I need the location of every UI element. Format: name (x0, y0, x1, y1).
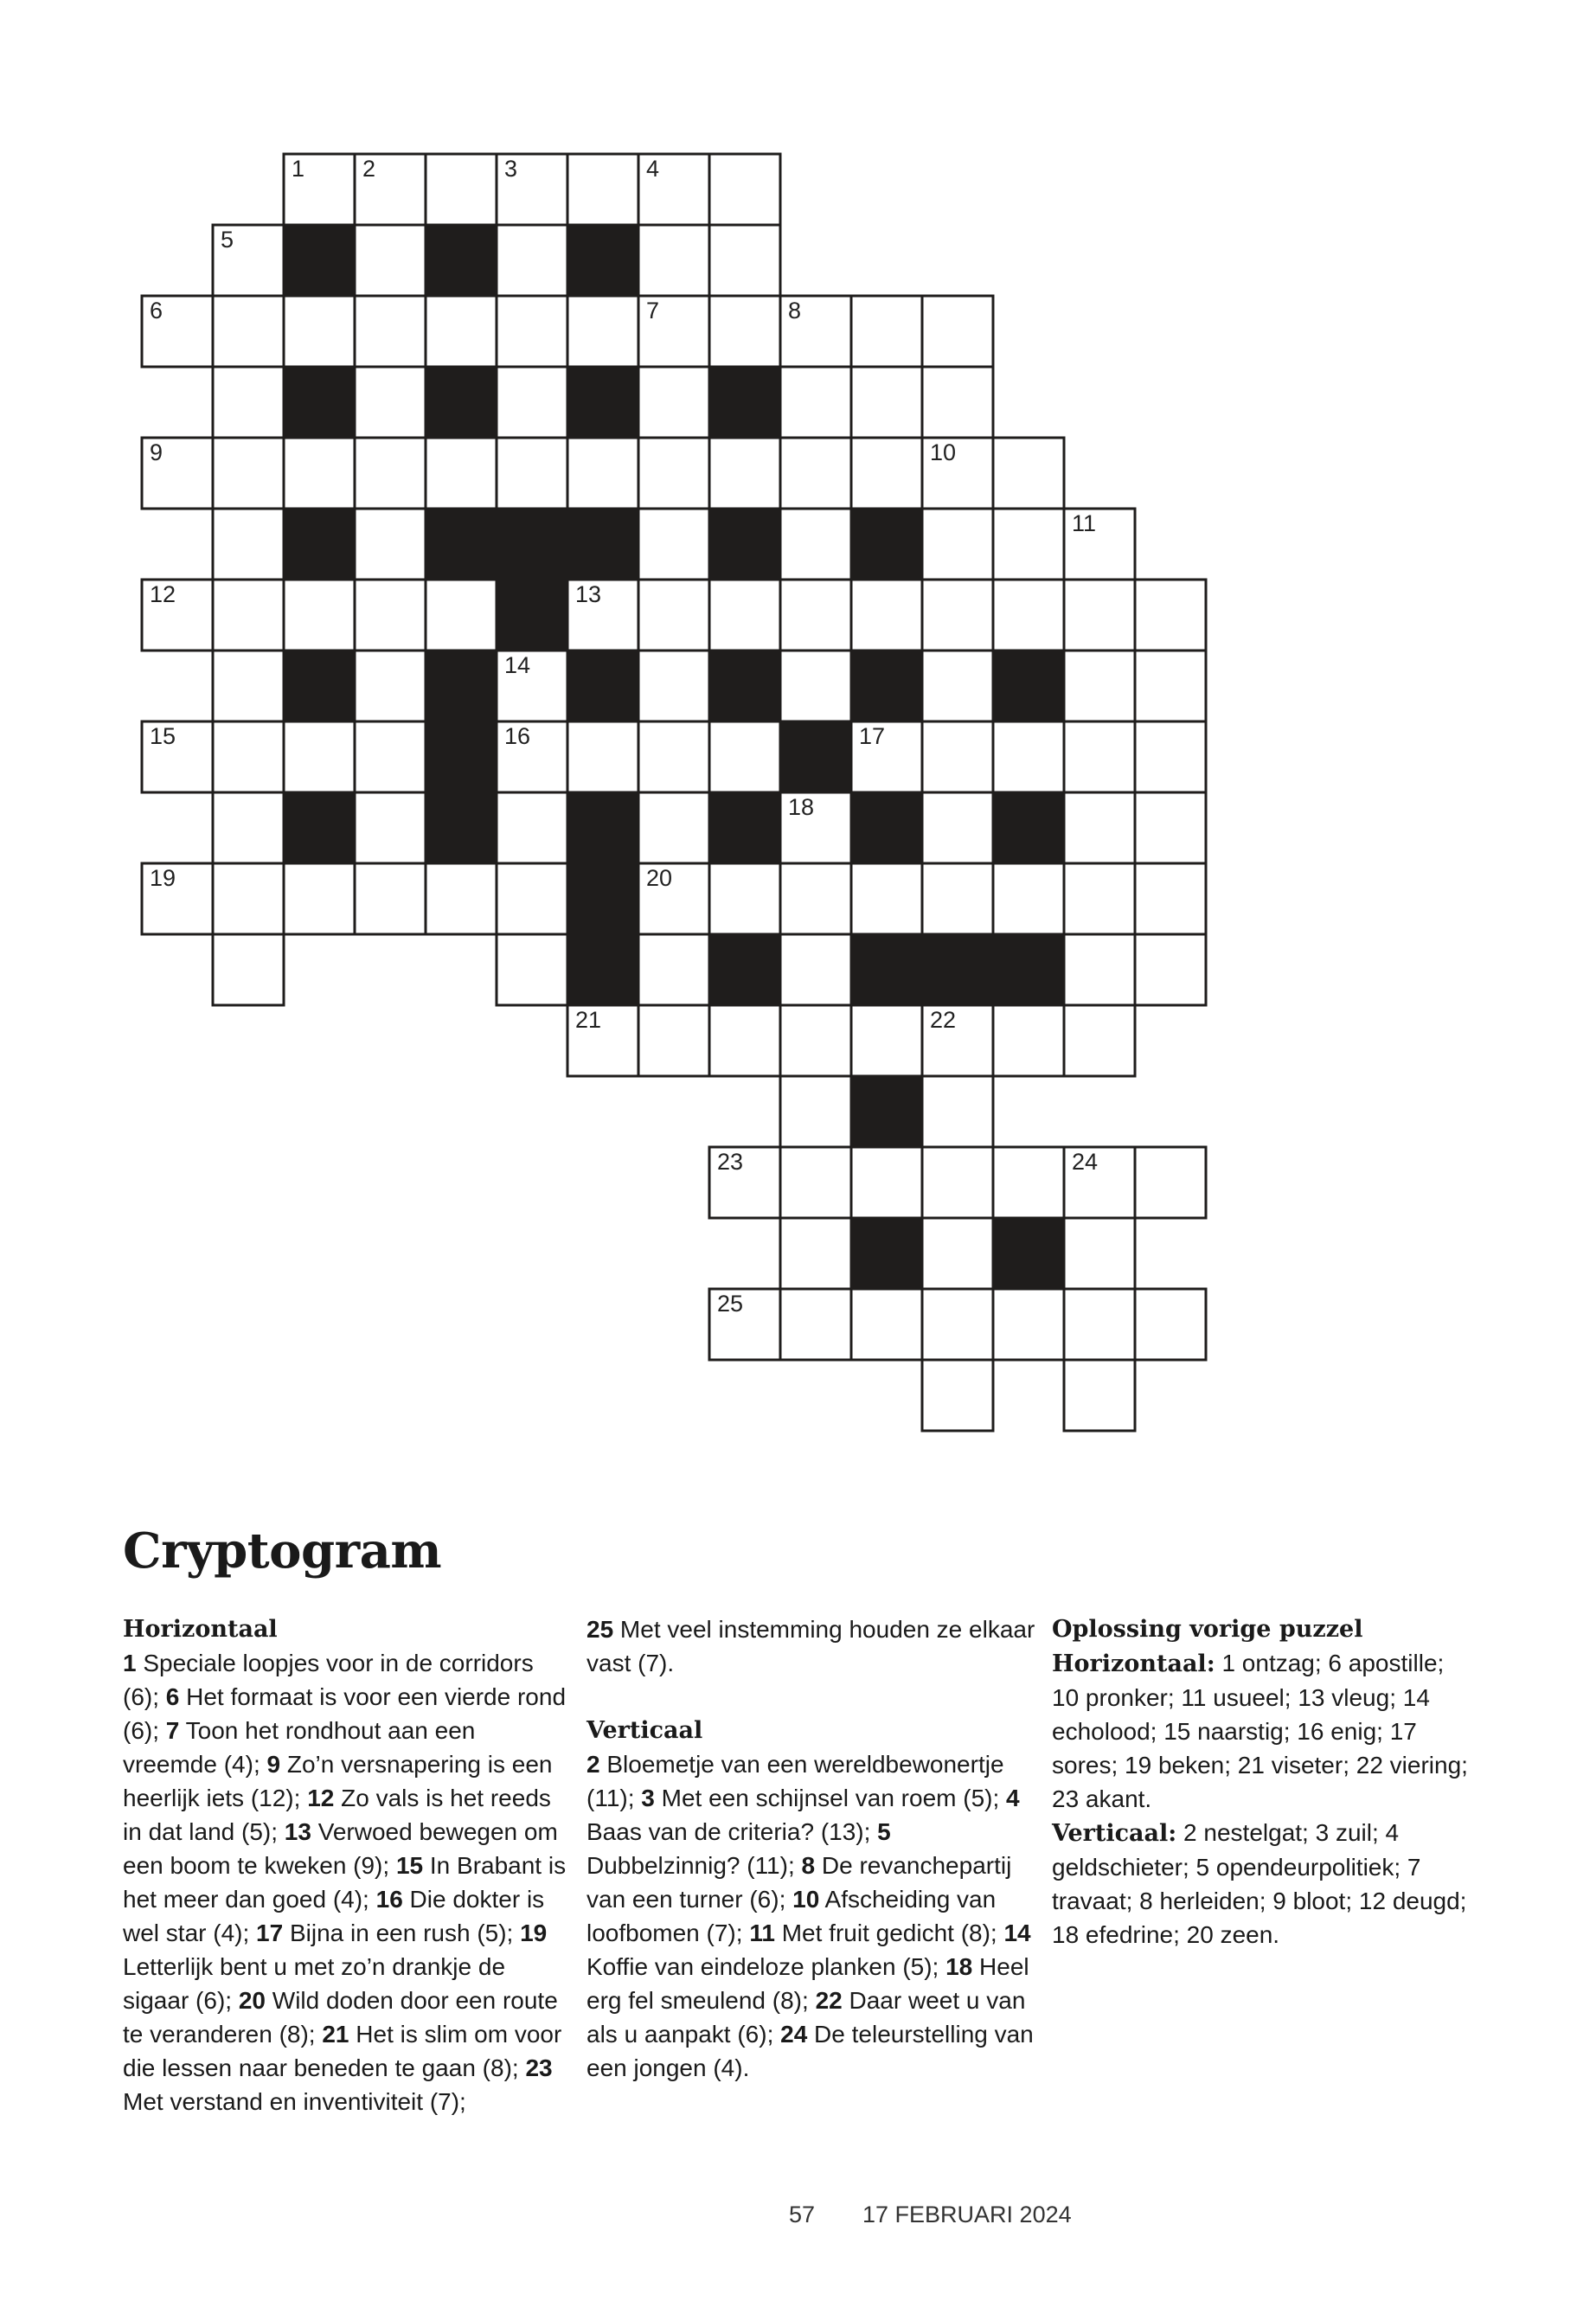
across-clue-text: In Brabant is het meer dan goed (4); (123, 1852, 567, 1913)
grid-cell-border (851, 509, 922, 580)
grid-cell-border (851, 1076, 922, 1147)
grid-cell-border (922, 792, 993, 863)
grid-cell-border (284, 792, 355, 863)
grid-cell-border (638, 934, 709, 1005)
grid-cell-border (993, 721, 1064, 792)
grid-cell-border (638, 154, 709, 225)
grid-cell-border (426, 225, 497, 296)
grid-cell-border (1135, 651, 1206, 721)
down-clue-number: 14 (1003, 1920, 1031, 1946)
grid-cell-border (638, 1005, 709, 1076)
grid-cell-border (709, 651, 780, 721)
down-clue-text: Afscheiding van loofbomen (7); (586, 1886, 997, 1946)
across-clue-number: 1 (123, 1650, 137, 1676)
clue-number-label: 22 (930, 1007, 957, 1033)
grid-cell-border (851, 934, 922, 1005)
down-clue-text: De teleurstelling van een jongen (4). (586, 2021, 1034, 2081)
grid-cell-border (851, 1147, 922, 1218)
grid-cell-border (638, 580, 709, 651)
clue-number-label: 8 (788, 298, 802, 324)
page-number: 57 (789, 2202, 816, 2227)
grid-cell-border (284, 438, 355, 509)
grid-cell-border (497, 367, 567, 438)
down-clue-number: 18 (945, 1953, 973, 1980)
grid-cell-border (993, 580, 1064, 651)
grid-cell-border (355, 367, 426, 438)
down-clue-number: 2 (586, 1751, 600, 1778)
grid-cell-border (709, 509, 780, 580)
across-clue-text: Het formaat is voor een vierde rond (6); (123, 1683, 567, 1744)
grid-cell-border (1064, 792, 1135, 863)
grid-cell-border (426, 296, 497, 367)
solution-across-label: Horizontaal: (1052, 1650, 1215, 1677)
grid-cell-border (1064, 1005, 1135, 1076)
grid-cell-border (922, 367, 993, 438)
grid-cell-border (1064, 934, 1135, 1005)
grid-cell-border (638, 651, 709, 721)
grid-cell-border (638, 509, 709, 580)
clue-number-label: 19 (150, 865, 176, 891)
grid-cell-border (851, 296, 922, 367)
across-clue-text: Zo vals is het reeds in dat land (5); (123, 1785, 551, 1845)
down-clue-text: De revanchepartij van een turner (6); (586, 1852, 1012, 1913)
grid-cell-border (780, 509, 851, 580)
grid-cell-border (1135, 934, 1206, 1005)
grid-cell-border (213, 863, 284, 934)
grid-cell-border (567, 296, 638, 367)
grid-cell-border (638, 296, 709, 367)
clue-number-label: 13 (575, 581, 602, 607)
across-clue-text: Die dokter is wel star (4); (123, 1886, 545, 1946)
grid-cell-border (567, 580, 638, 651)
across-clue-text: Met veel instemming houden ze elkaar vast (7). (586, 1616, 1035, 1676)
grid-cell-border (780, 792, 851, 863)
grid-cell-border (213, 651, 284, 721)
grid-cell-border (851, 580, 922, 651)
across-clue-number: 13 (284, 1818, 311, 1845)
grid-cell-border (638, 438, 709, 509)
grid-cell-border (213, 438, 284, 509)
grid-cell-border (426, 721, 497, 792)
grid-cell-border (780, 367, 851, 438)
grid-cell-border (497, 863, 567, 934)
grid-cell-border (922, 438, 993, 509)
across-clue-text: Wild doden door een route te veranderen (8); (123, 1987, 558, 2048)
clue-number-label: 9 (150, 439, 163, 465)
grid-cell-border (142, 296, 213, 367)
grid-cell-border (355, 509, 426, 580)
grid-cell-border (497, 580, 567, 651)
grid-cell-border (567, 225, 638, 296)
clue-number-label: 25 (717, 1291, 744, 1317)
grid-cell-border (497, 438, 567, 509)
grid-cell-border (497, 154, 567, 225)
grid-cell-border (1064, 721, 1135, 792)
grid-cell-border (355, 580, 426, 651)
down-clues (586, 1747, 1036, 2085)
grid-cell-border (922, 651, 993, 721)
down-clue-text: Met fruit gedicht (8); (774, 1920, 1004, 1946)
clue-number-label: 14 (504, 652, 531, 678)
grid-cell-border (638, 792, 709, 863)
down-clue-text: Bloemetje van een wereldbewonertje (11); (586, 1751, 1004, 1811)
grid-cell-border (497, 792, 567, 863)
grid-cell-border (993, 509, 1064, 580)
grid-cell-border (780, 1076, 851, 1147)
grid-cell-border (213, 367, 284, 438)
grid-cell-border (638, 721, 709, 792)
grid-cell-border (426, 580, 497, 651)
grid-cell-border (922, 509, 993, 580)
grid-cell-border (355, 438, 426, 509)
grid-cell-border (213, 296, 284, 367)
grid-cell-border (355, 721, 426, 792)
grid-cell-border (497, 509, 567, 580)
grid-cell-border (922, 1005, 993, 1076)
clues-column-2 (586, 1612, 1036, 2085)
clue-number-label: 10 (930, 439, 957, 465)
grid-cell-border (1135, 1289, 1206, 1360)
across-clue-number: 25 (586, 1616, 614, 1643)
clue-number-label: 24 (1072, 1149, 1099, 1175)
grid-cell-border (922, 1360, 993, 1431)
grid-cell-border (851, 651, 922, 721)
grid-cell-border (780, 863, 851, 934)
clue-number-label: 11 (1072, 510, 1097, 536)
clue-number-label: 15 (150, 723, 176, 749)
across-clue-text: Verwoed bewegen om een boom te kweken (9); (123, 1818, 558, 1879)
across-clue-text: Letterlijk bent u met zo’n drankje de sigaar (6); (123, 1953, 506, 2014)
grid-cell-border (284, 296, 355, 367)
grid-cell-border (213, 934, 284, 1005)
grid-cell-border (709, 792, 780, 863)
grid-cell-border (567, 1005, 638, 1076)
grid-cell-border (993, 1005, 1064, 1076)
clue-number-label: 20 (646, 865, 673, 891)
grid-cell-border (426, 792, 497, 863)
across-clue-text: Speciale loopjes voor in de corridors (6); (123, 1650, 534, 1710)
grid-cell-border (922, 1289, 993, 1360)
grid-cell-border (426, 367, 497, 438)
grid-cell-border (213, 792, 284, 863)
grid-cell-border (922, 1076, 993, 1147)
grid-cell-border (1064, 509, 1135, 580)
solution-down-text: 2 nestelgat; 3 zuil; 4 geldschieter; 5 opendeurpolitiek; 7 travaat; 8 herleiden; 9 bloot; 12 deugd; 18 efedrine; 20 zeen. (1052, 1819, 1467, 1948)
across-clue-text: Met verstand en inventiviteit (7); (123, 2088, 466, 2115)
down-clue-number: 24 (780, 2021, 808, 2048)
across-clue-number: 19 (520, 1920, 548, 1946)
grid-cell-border (284, 154, 355, 225)
across-clue-number: 15 (395, 1852, 424, 1879)
grid-cell-border (851, 438, 922, 509)
grid-cell-border (709, 154, 780, 225)
grid-cell-border (709, 863, 780, 934)
clue-number-label: 12 (150, 581, 176, 607)
grid-cell-border (1135, 863, 1206, 934)
clue-number-label: 17 (859, 723, 886, 749)
clue-number-label: 4 (646, 156, 660, 182)
clue-number-label: 21 (575, 1007, 602, 1033)
solution-down-label: Verticaal: (1052, 1820, 1177, 1847)
grid-cell-border (567, 438, 638, 509)
grid-cell-border (426, 863, 497, 934)
grid-cell-border (709, 225, 780, 296)
grid-cell-border (567, 367, 638, 438)
grid-cell-border (213, 225, 284, 296)
clue-number-label: 16 (504, 723, 531, 749)
grid-cell-border (213, 580, 284, 651)
grid-cell-border (922, 1147, 993, 1218)
grid-cell-border (922, 721, 993, 792)
grid-cell-border (638, 367, 709, 438)
grid-cell-border (142, 580, 213, 651)
grid-cell-border (993, 792, 1064, 863)
grid-cell-border (851, 1005, 922, 1076)
grid-cell-border (284, 580, 355, 651)
grid-cell-border (993, 438, 1064, 509)
down-clue-number: 5 (877, 1818, 891, 1845)
grid-cell-border (355, 863, 426, 934)
down-clue-number: 4 (1006, 1785, 1020, 1811)
across-clues (123, 1646, 573, 2118)
grid-cell-border (709, 1289, 780, 1360)
grid-cell-border (142, 438, 213, 509)
grid-cell-border (284, 225, 355, 296)
grid-cell-border (709, 296, 780, 367)
grid-cell-border (1064, 651, 1135, 721)
across-clue-number: 9 (266, 1751, 281, 1778)
grid-cell-border (1064, 1289, 1135, 1360)
across-clue-number: 12 (307, 1785, 335, 1811)
grid-cell-border (709, 580, 780, 651)
grid-cell-border (426, 651, 497, 721)
grid-cell-border (993, 1289, 1064, 1360)
across-heading: Horizontaal (123, 1616, 278, 1643)
grid-cell-border (780, 580, 851, 651)
grid-cell-border (922, 580, 993, 651)
grid-cell-border (851, 1218, 922, 1289)
grid-cell-border (780, 296, 851, 367)
grid-cell-border (142, 721, 213, 792)
grid-cell-border (922, 1218, 993, 1289)
solution-across-text: 1 ontzag; 6 apostille; 10 pronker; 11 usueel; 13 vleug; 14 echolood; 15 naarstig; 16 enig; 17 sores; 19 beken; 21 viseter; 22 viering; 23 akant. (1052, 1650, 1468, 1812)
grid-cell-border (780, 438, 851, 509)
clue-number-label: 2 (362, 156, 376, 182)
grid-cell-border (851, 1289, 922, 1360)
across-clue-text: Het is slim om voor die lessen naar beneden te gaan (8); (123, 2021, 562, 2081)
across-clue-number: 20 (238, 1987, 266, 2014)
down-clue-text: Heel erg fel smeulend (8); (586, 1953, 1029, 2014)
grid-cell-border (142, 863, 213, 934)
grid-cell-border (709, 721, 780, 792)
grid-cell-border (851, 721, 922, 792)
clue-number-label: 6 (150, 298, 163, 324)
grid-cell-border (922, 296, 993, 367)
grid-cell-border (851, 792, 922, 863)
grid-cell-border (780, 721, 851, 792)
across-clue-number: 6 (165, 1683, 180, 1710)
grid-cell-border (638, 225, 709, 296)
clue-number-label: 1 (292, 156, 305, 182)
across-clue-number: 17 (256, 1920, 284, 1946)
across-clue-text: Zo’n versnapering is een heerlijk iets (12); (123, 1751, 553, 1811)
grid-cell-border (1064, 863, 1135, 934)
down-clue-number: 3 (641, 1785, 655, 1811)
page-title: Cryptogram (123, 1522, 442, 1580)
grid-cell-border (780, 934, 851, 1005)
grid-cell-border (993, 863, 1064, 934)
grid-cell-border (1135, 580, 1206, 651)
grid-cell-border (284, 651, 355, 721)
grid-cell-border (851, 367, 922, 438)
grid-cell-border (567, 154, 638, 225)
down-clue-text: Koffie van eindeloze planken (5); (586, 1953, 946, 1980)
issue-date: 17 FEBRUARI 2024 (862, 2202, 1072, 2227)
grid-cell-border (1135, 1147, 1206, 1218)
grid-cell-border (497, 721, 567, 792)
grid-cell-border (780, 651, 851, 721)
clue-number-label: 5 (221, 227, 234, 253)
down-clue-number: 10 (792, 1886, 820, 1913)
grid-cell-border (426, 509, 497, 580)
grid-cell-border (1135, 792, 1206, 863)
grid-cell-border (284, 509, 355, 580)
grid-cell-border (993, 934, 1064, 1005)
grid-cell-border (1064, 580, 1135, 651)
clue-number-label: 23 (717, 1149, 744, 1175)
grid-cell-border (497, 651, 567, 721)
grid-cell-border (709, 438, 780, 509)
across-clue-text: Bijna in een rush (5); (283, 1920, 521, 1946)
down-heading: Verticaal (586, 1717, 703, 1744)
grid-cell-border (497, 225, 567, 296)
solution-across (1052, 1646, 1476, 1816)
grid-cell-border (780, 1147, 851, 1218)
down-clue-text: Met een schijnsel van roem (5); (654, 1785, 1007, 1811)
grid-cell-border (567, 651, 638, 721)
grid-cell-border (497, 934, 567, 1005)
grid-cell-border (922, 934, 993, 1005)
grid-cell-border (213, 721, 284, 792)
grid-cell-border (284, 863, 355, 934)
grid-cell-border (851, 863, 922, 934)
grid-cell-border (993, 1218, 1064, 1289)
across-clue-number: 7 (165, 1717, 180, 1744)
grid-cell-border (426, 154, 497, 225)
down-clue-number: 8 (801, 1852, 816, 1879)
grid-cell-border (1064, 1360, 1135, 1431)
clues-column-1 (123, 1612, 573, 2118)
grid-cell-border (709, 1147, 780, 1218)
down-clue-text: Baas van de criteria? (13); (586, 1818, 878, 1845)
grid-cell-border (355, 296, 426, 367)
across-clues-continued (586, 1612, 1036, 1680)
grid-cell-border (355, 154, 426, 225)
grid-cell-border (993, 651, 1064, 721)
across-clue-number: 16 (375, 1886, 403, 1913)
grid-cell-border (497, 296, 567, 367)
grid-cell-border (1135, 721, 1206, 792)
grid-cell-border (213, 509, 284, 580)
grid-cell-border (426, 438, 497, 509)
grid-cell-border (567, 934, 638, 1005)
across-clue-number: 21 (322, 2021, 349, 2048)
grid-cell-border (1064, 1147, 1135, 1218)
grid-cell-border (567, 792, 638, 863)
solution-heading: Oplossing vorige puzzel (1052, 1616, 1363, 1643)
across-clue-number: 23 (525, 2054, 553, 2081)
grid-cell-border (567, 721, 638, 792)
solution-down (1052, 1816, 1476, 1952)
grid-cell-border (780, 1005, 851, 1076)
clue-number-label: 3 (504, 156, 518, 182)
down-clue-number: 11 (749, 1920, 775, 1946)
grid-cell-border (1064, 1218, 1135, 1289)
across-clue-text: Toon het rondhout aan een vreemde (4); (123, 1717, 476, 1778)
down-clue-text: Daar weet u van als u aanpakt (6); (586, 1987, 1026, 2048)
grid-cell-border (355, 651, 426, 721)
grid-cell-border (567, 863, 638, 934)
grid-cell-border (284, 367, 355, 438)
grid-cell-border (780, 1218, 851, 1289)
grid-cell-border (709, 934, 780, 1005)
grid-cell-border (284, 721, 355, 792)
grid-cell-border (993, 1147, 1064, 1218)
grid-cell-border (709, 1005, 780, 1076)
grid-cell-border (355, 792, 426, 863)
grid-cell-border (355, 225, 426, 296)
grid-cell-border (709, 367, 780, 438)
grid-cell-border (922, 863, 993, 934)
down-clue-text: Dubbelzinnig? (11); (586, 1852, 802, 1879)
clue-number-label: 18 (788, 794, 815, 820)
grid-cell-border (780, 1289, 851, 1360)
grid-cell-border (567, 509, 638, 580)
solution-column (1052, 1612, 1476, 1952)
grid-cell-border (638, 863, 709, 934)
clue-number-label: 7 (646, 298, 660, 324)
down-clue-number: 22 (815, 1987, 843, 2014)
